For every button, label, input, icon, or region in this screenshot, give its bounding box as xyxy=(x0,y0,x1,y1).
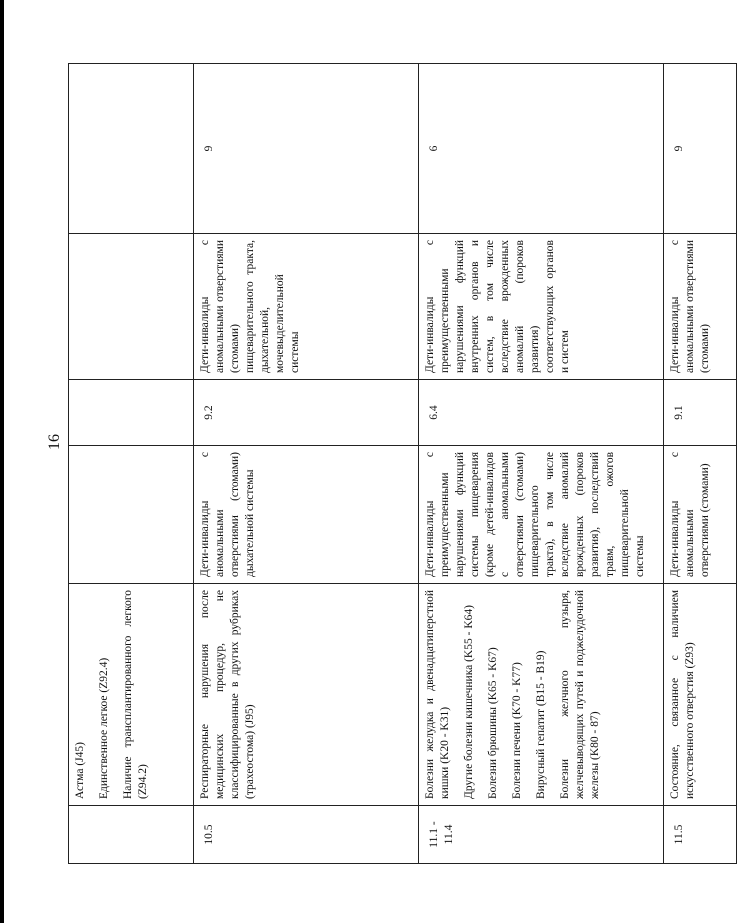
category-cell: Дети-инвалиды с аномальными отверстиями (стомами) пищеварительного тракта, дыхательной, мочевыделительной системы xyxy=(194,234,419,380)
row-code xyxy=(69,806,194,864)
scan-edge xyxy=(0,0,4,923)
category-cell: Дети-инвалиды с преимущественными нарушениями функций внутренних органов и систем, в том числе вследствие врожденных аномалий (пороков развития) соответствующих органов и систем xyxy=(419,234,664,380)
category-cell xyxy=(69,234,194,380)
group-cell: Дети-инвалиды с преимущественными нарушениями функций системы пищеварения (кроме детей-инвалидов с аномальными отверстиями (стомами) пищеварительного тракта), в том числе вследствие аномалий врожденных (пороков развития), последствий травм, ожогов пищеварительной системы xyxy=(419,446,664,584)
disease-cell xyxy=(69,584,194,806)
group-cell: Дети-инвалиды с аномальными отверстиями (стомами) xyxy=(664,446,737,584)
disease-item: Болезни печени (K70 - K77) xyxy=(511,662,523,799)
category-code-cell: 9 xyxy=(194,64,419,234)
disease-item: Респираторные нарушения после медицинских процедур, не классифицированные в других рубриках (трахеостома) (J95) xyxy=(199,590,256,799)
row-code: 10.5 xyxy=(194,806,419,864)
row-code: 11.1 - 11.4 xyxy=(419,806,664,864)
rotated-table-container xyxy=(68,64,711,864)
row-code: 11.5 xyxy=(664,806,737,864)
disease-cell xyxy=(194,584,419,806)
category-code-cell xyxy=(69,64,194,234)
table-row xyxy=(194,64,419,864)
page-number: 16 xyxy=(46,434,63,450)
category-code-cell: 9 xyxy=(664,64,737,234)
category-code-cell: 6 xyxy=(419,64,664,234)
disability-classification-table xyxy=(68,63,737,864)
disease-item: Другие болезни кишечника (K55 - K64) xyxy=(463,605,475,799)
disease-item: Болезни брюшины (K65 - K67) xyxy=(487,647,499,799)
group-cell: Дети-инвалиды с аномальными отверстиями (стомами) дыхательной системы xyxy=(194,446,419,584)
category-cell: Дети-инвалиды с аномальными отверстиями (стомами) xyxy=(664,234,737,380)
disease-item: Астма (J45) xyxy=(74,742,86,799)
group-code-cell: 6.4 xyxy=(419,380,664,446)
group-code-cell: 9.2 xyxy=(194,380,419,446)
disease-item: Болезни желудка и двенадцатиперстной кишки (K20 - K31) xyxy=(424,590,451,799)
group-code-cell xyxy=(69,380,194,446)
disease-cell xyxy=(664,584,737,806)
disease-item: Вирусный гепатит (B15 - B19) xyxy=(535,650,547,799)
table-row xyxy=(664,64,737,864)
disease-item: Наличие трансплантированного легкого (Z94.2) xyxy=(122,590,149,799)
disease-item: Болезни желчного пузыря, желчевыводящих путей и поджелудочной железы (K80 - 87) xyxy=(559,590,601,799)
disease-item: Состояние, связанное с наличием искусственного отверстия (Z93) xyxy=(669,590,696,799)
table-row xyxy=(419,64,664,864)
disease-item: Единственное легкое (Z92.4) xyxy=(98,657,110,799)
table-row xyxy=(69,64,194,864)
group-cell xyxy=(69,446,194,584)
group-code-cell: 9.1 xyxy=(664,380,737,446)
disease-cell xyxy=(419,584,664,806)
